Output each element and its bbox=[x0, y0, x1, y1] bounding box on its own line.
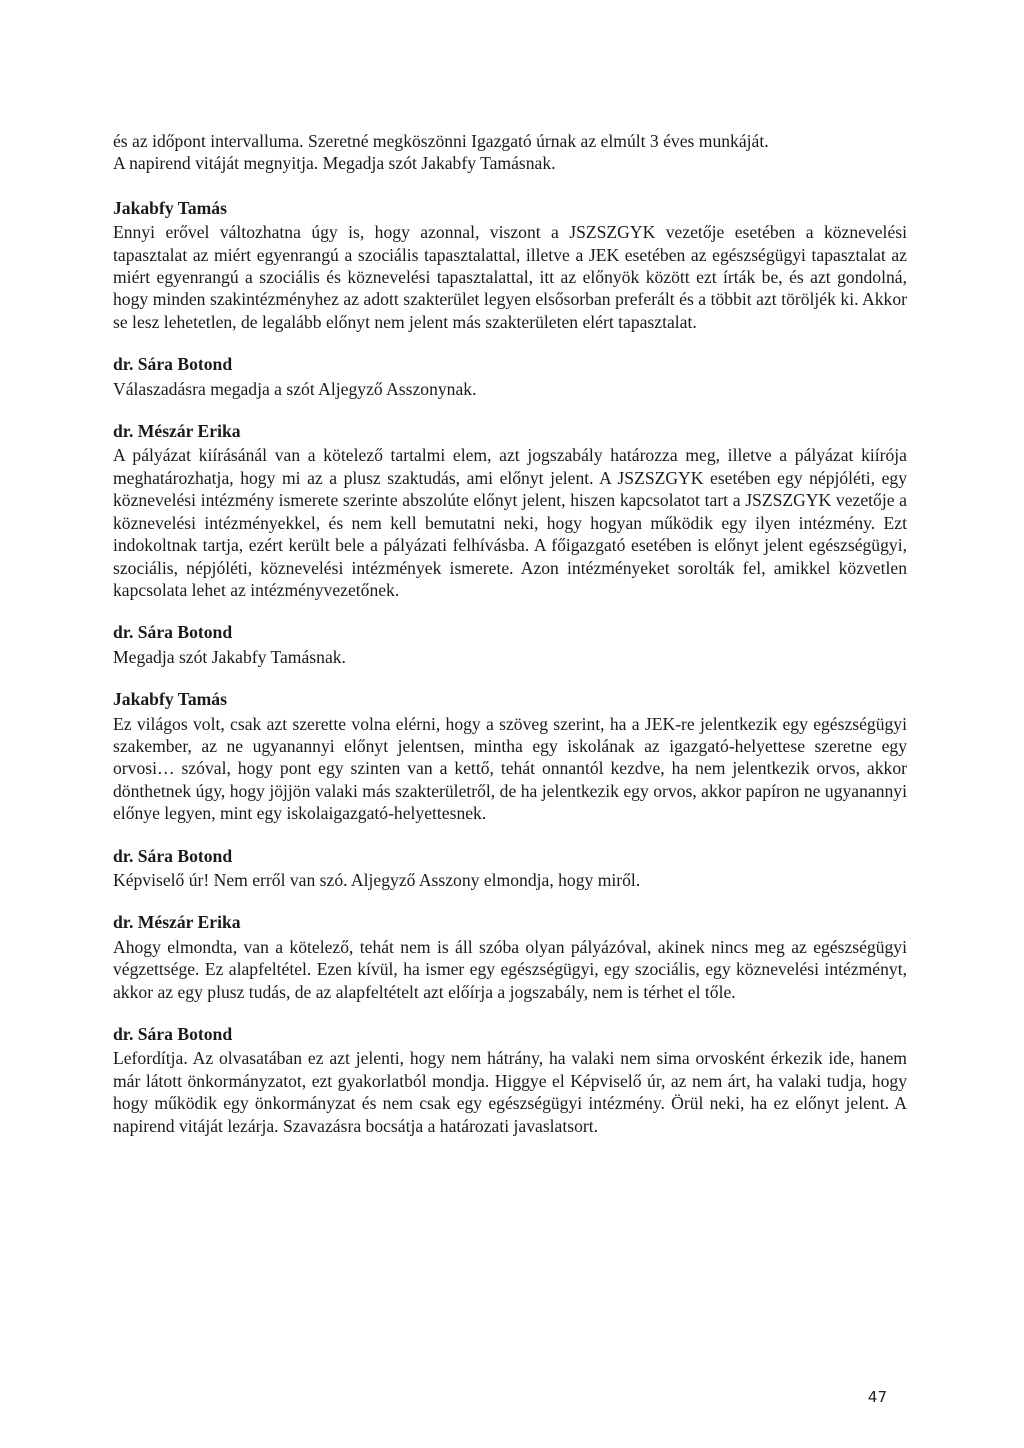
page-number: 47 bbox=[867, 1388, 887, 1406]
speech-text: Képviselő úr! Nem erről van szó. Aljegyző Asszony elmondja, hogy miről. bbox=[113, 869, 641, 890]
speaker-name: Jakabfy Tamás bbox=[113, 689, 227, 710]
speech-text: Válaszadásra megadja a szót Aljegyző Asszonynak. bbox=[113, 378, 477, 399]
speaker-name: dr. Sára Botond bbox=[113, 354, 233, 375]
intro-section bbox=[113, 130, 907, 175]
intro-line: A napirend vitáját megnyitja. Megadja szót Jakabfy Tamásnak. bbox=[113, 153, 556, 174]
speaker-name: dr. Mészár Erika bbox=[113, 421, 241, 442]
speaker-name: dr. Sára Botond bbox=[113, 1024, 233, 1044]
speech-block bbox=[113, 197, 907, 333]
speech-text: Megadja szót Jakabfy Tamásnak. bbox=[113, 646, 346, 667]
speech-text: Lefordítja. Az olvasatában ez azt jelenti, hogy nem hátrány, ha valaki nem sima orvosként érkezik ide, hanem már látott önkormányzatot, ezt gyakorlatból mondja. Higgye el Képviselő úr, az nem árt, ha valaki tudja, hogy hogy működik egy önkormányzat és nem csak egy egészségügyi intézmény. Örül neki, ha ez előnyt jelent. A napirend vitáját lezárja. Szavazásra bocsátja a határozati javaslatsort. bbox=[113, 1048, 907, 1136]
speaker-name: dr. Mészár Erika bbox=[113, 912, 241, 933]
speech-block bbox=[113, 1023, 907, 1137]
speaker-name: dr. Sára Botond bbox=[113, 622, 233, 643]
speaker-name: Jakabfy Tamás bbox=[113, 197, 227, 218]
speech-text: Ez világos volt, csak azt szerette volna elérni, hogy a szöveg szerint, ha a JEK-re jelentkezik egy egészségügyi szakember, az ne ugyanannyi előnyt jelentsen, mintha egy iskolának az igazgató-helyettese szeretne egy orvosi… szóval, hogy pont egy szinten van a kettő, tehát onnantól kezdve, ha nem jelentkezik orvos, akkor dönthetnek úgy, hogy jöjjön valaki más szakterületről, de ha jelentkezik egy orvos, akkor papíron ne ugyanannyi előnye legyen, mint egy iskolaigazgató-helyettesnek. bbox=[113, 713, 907, 824]
speech-block bbox=[113, 911, 907, 1003]
document-page bbox=[113, 130, 907, 1157]
speaker-name: dr. Sára Botond bbox=[113, 845, 233, 866]
speech-block bbox=[113, 420, 907, 601]
intro-line: és az időpont intervalluma. Szeretné megköszönni Igazgató úrnak az elmúlt 3 éves munkáját. bbox=[113, 131, 769, 151]
speech-block bbox=[113, 845, 907, 892]
speech-block bbox=[113, 621, 907, 668]
speech-text: Ahogy elmondta, van a kötelező, tehát nem is áll szóba olyan pályázóval, akinek nincs meg az egészségügyi végzettsége. Ez alapfeltétel. Ezen kívül, ha ismer egy egészségügyi, egy szociális, egy köznevelési intézményt, akkor az egy plusz tudás, de az alapfeltételt azt előírja a jogszabály, nem is térhet el tőle. bbox=[113, 936, 907, 1002]
speech-text: A pályázat kiírásánál van a kötelező tartalmi elem, azt jogszabály határozza meg, illetve a pályázat kiírója meghatározhatja, hogy mi az a plusz szaktudás, ami előnyt jelent. A JSZSZGYK esetében egy népjóléti, egy köznevelési intézmény ismerete szerinte abszolúte előnyt jelent, hiszen kapcsolatot tart a JSZSZGYK vezetője a köznevelési intézményekkel, és nem kell bemutatni neki, hogy hogyan működik egy ilyen intézmény. Ezt indokoltnak tartja, ezért került bele a pályázati felhívásba. A főigazgató esetében is előnyt jelent egészségügyi, szociális, népjóléti, köznevelési intézmények ismerete. Azon intézményeket sorolták fel, amikkel közvetlen kapcsolata lehet az intézményvezetőnek. bbox=[113, 445, 907, 600]
speech-text: Ennyi erővel változhatna úgy is, hogy azonnal, viszont a JSZSZGYK vezetője esetében a köznevelési tapasztalat az miért egyenrangú a szociális tapasztalattal, illetve a JEK esetében az egészségügyi tapasztalat az miért egyenrangú a szociális és köznevelési tapasztalattal, itt az előnyök között ezt írták be, és azt gondolná, hogy minden szakintézményhez az adott szakterület legyen elsősorban preferált és a többit azt töröljék ki. Akkor se lesz lehetetlen, de legalább előnyt nem jelent más szakterületen elért tapasztalat. bbox=[113, 222, 907, 332]
speech-block bbox=[113, 688, 907, 824]
speech-block bbox=[113, 353, 907, 400]
